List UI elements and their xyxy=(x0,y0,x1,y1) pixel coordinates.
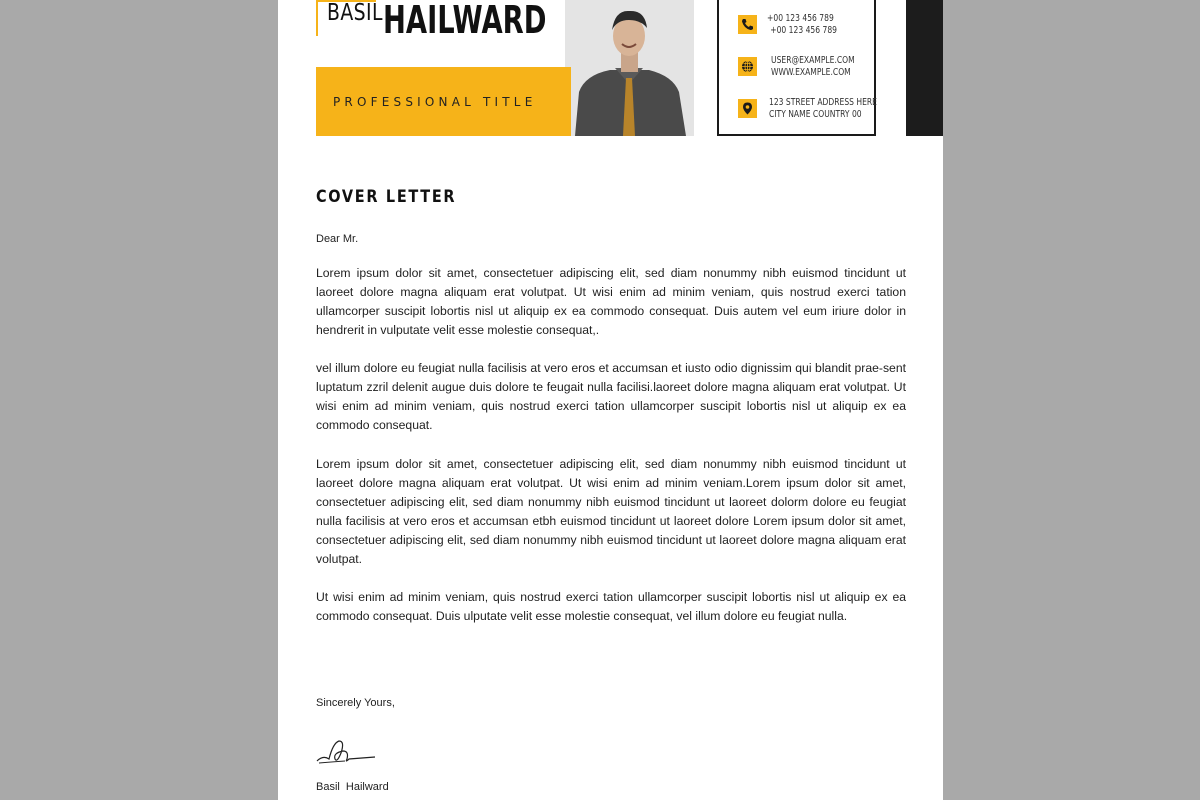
contact-address xyxy=(738,97,877,123)
candidate-name xyxy=(327,0,547,44)
letter-paragraph-3: Lorem ipsum dolor sit amet, consectetuer adipiscing elit, sed diam nonummy nibh euismod tincidunt ut laoreet dolore magna aliquam erat volutpat. Ut wisi enim ad minim veniam.Lorem ipsum dolor sit amet, consectetuer adipiscing elit, sed diam nonummy nibh euismod tincidunt ut laoreet dolorm dolore eu feugiat nulla facilisis at vero eros et accumsan etbh euismod tincidunt ut laoreet dolore Lorem ipsum dolor sit amet, consectetuer adipiscing elit, sed diam nonummy nibh euismod tincidunt ut laoreet dolore magna aliquam erat volutpat. xyxy=(316,457,906,566)
letter-heading: COVER LETTER xyxy=(316,187,457,207)
location-pin-icon xyxy=(738,99,757,118)
contact-phone xyxy=(738,13,868,39)
letter-paragraph-4: Ut wisi enim ad minim veniam, quis nostrud exerci tation ullamcorper suscipit lobortis nisl ut aliquip ex ea commodo consequat. Duis ulputate velit esse molestie consequat, vel illum dolore eu feugiat nulla. xyxy=(316,590,906,623)
website-address: WWW.EXAMPLE.COM xyxy=(771,67,851,78)
contact-web xyxy=(738,55,868,81)
phone-icon xyxy=(738,15,757,34)
person-portrait-icon xyxy=(565,0,694,136)
globe-icon xyxy=(738,57,757,76)
letter-paragraph-1: Lorem ipsum dolor sit amet, consectetuer adipiscing elit, sed diam nonummy nibh euismod tincidunt ut laoreet dolore magna aliquam erat volutpat. Ut wisi enim ad minim veniam, quis nostrud exerci tation ullamcorper suscipit lobortis nisl ut aliquip ex ea commodo consequat. Duis autem vel eum iriure dolor in hendrerit in vulputate velit esse molestie consequat,. xyxy=(316,266,906,337)
last-name: HAILWARD xyxy=(383,0,547,42)
professional-title-band xyxy=(316,67,571,136)
letter-paragraph-2: vel illum dolore eu feugiat nulla facilisis at vero eros et accumsan et iusto odio dignissim qui blandit prae-sent luptatum zzril delenit augue duis dolore te feugait nulla facilisi.laoreet dolore magna aliquam erat volutpat. Ut wisi enim ad minim veniam, quis nostrud exerci tation ullamcorper suscipit lobortis nisl ut aliquip ex ea commodo consequat. xyxy=(316,361,906,432)
letter-page xyxy=(278,0,943,800)
first-name: BASIL xyxy=(327,0,383,26)
contact-box xyxy=(717,0,876,136)
professional-title: PROFESSIONAL TITLE xyxy=(333,95,537,109)
header-dark-bar xyxy=(906,0,943,136)
address-line-1: 123 STREET ADDRESS HERE xyxy=(769,97,877,108)
closing: Sincerely Yours, xyxy=(316,697,395,709)
address-line-2: CITY NAME COUNTRY 00 xyxy=(769,109,862,120)
signer-name: Basil Hailward xyxy=(316,781,389,793)
salutation: Dear Mr. xyxy=(316,233,359,245)
phone-number-1: +00 123 456 789 xyxy=(767,13,834,24)
email-address: USER@EXAMPLE.COM xyxy=(771,55,855,66)
signature-icon xyxy=(315,733,377,772)
phone-number-2: +00 123 456 789 xyxy=(770,25,838,36)
